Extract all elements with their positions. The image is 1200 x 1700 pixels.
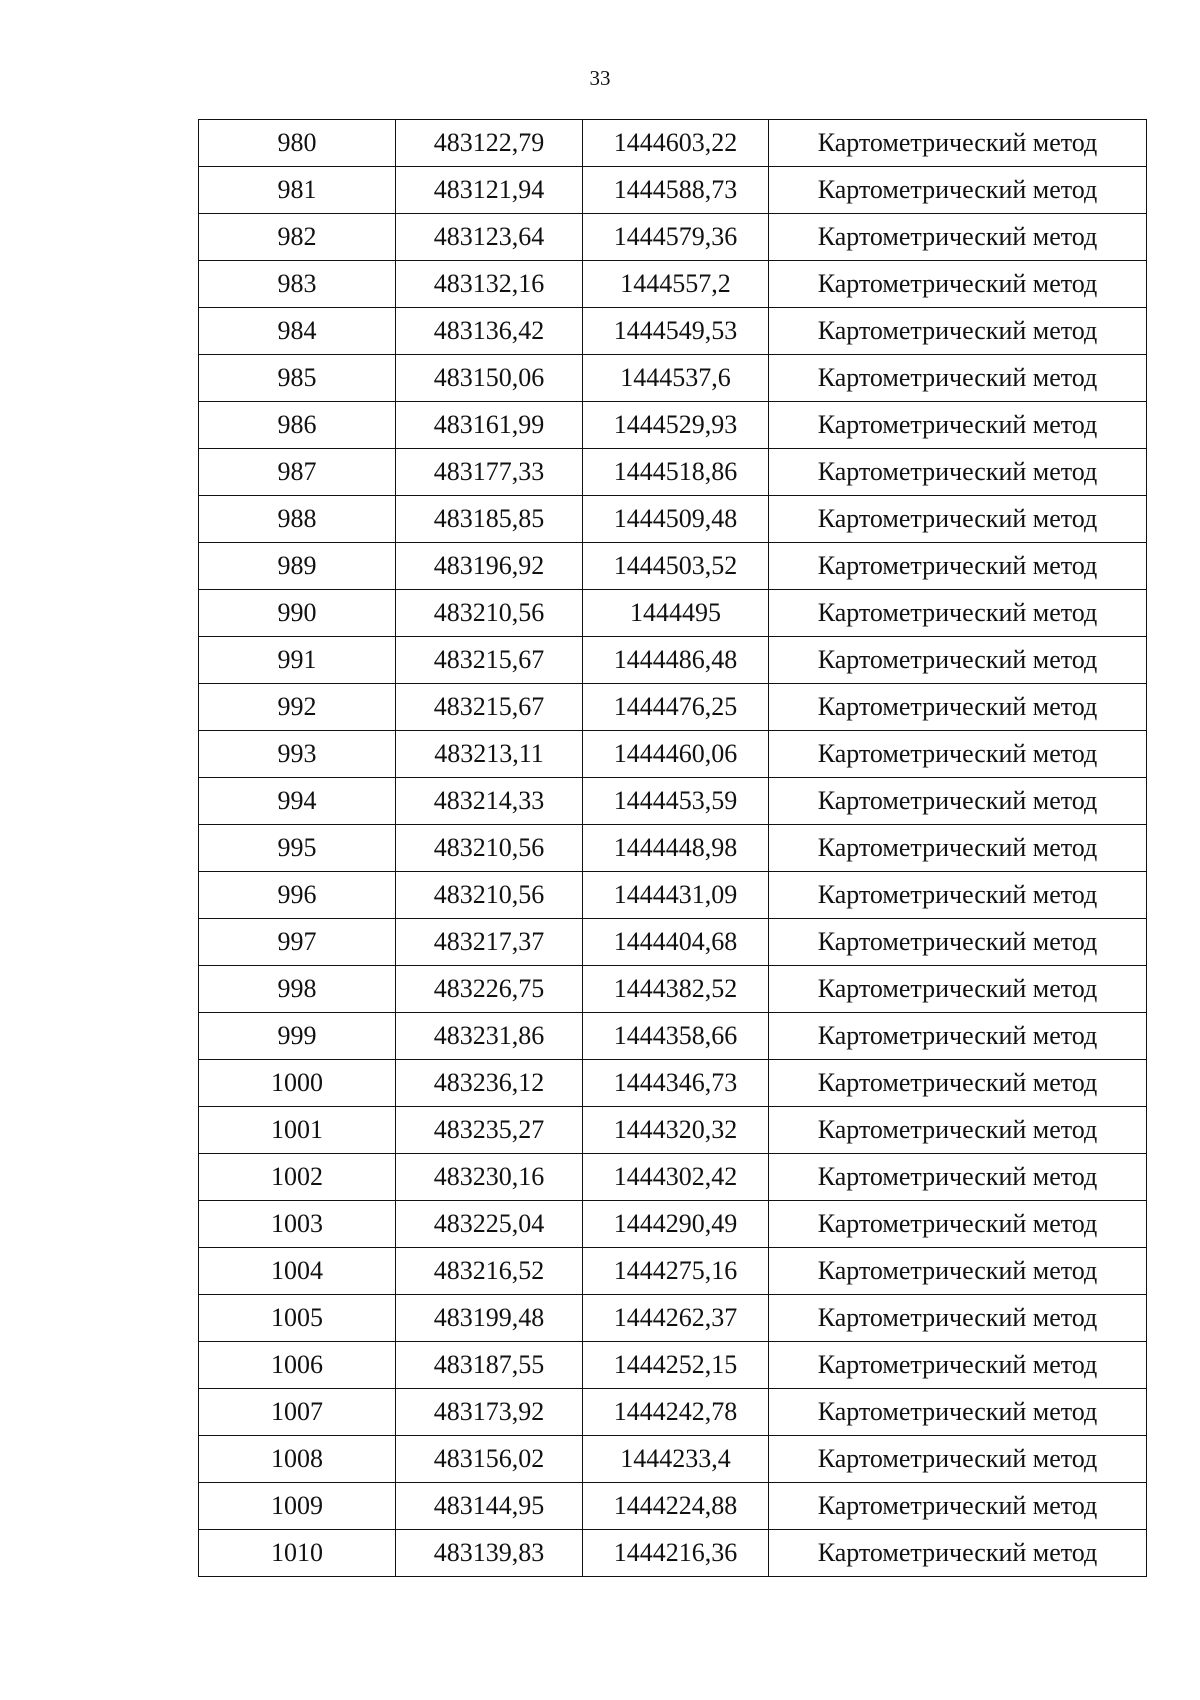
table-row	[199, 1060, 1147, 1107]
x-coordinate-cell: 483185,85	[396, 496, 583, 543]
y-coordinate-cell: 1444382,52	[583, 966, 769, 1013]
method-cell: Картометрический метод	[769, 1013, 1147, 1060]
table-row	[199, 731, 1147, 778]
table-row	[199, 590, 1147, 637]
table-row	[199, 825, 1147, 872]
x-coordinate-cell: 483213,11	[396, 731, 583, 778]
x-coordinate-cell: 483132,16	[396, 261, 583, 308]
table-row	[199, 1013, 1147, 1060]
x-coordinate-cell: 483217,37	[396, 919, 583, 966]
y-coordinate-cell: 1444431,09	[583, 872, 769, 919]
y-coordinate-cell: 1444495	[583, 590, 769, 637]
y-coordinate-cell: 1444453,59	[583, 778, 769, 825]
x-coordinate-cell: 483210,56	[396, 872, 583, 919]
x-coordinate-cell: 483123,64	[396, 214, 583, 261]
y-coordinate-cell: 1444320,32	[583, 1107, 769, 1154]
y-coordinate-cell: 1444275,16	[583, 1248, 769, 1295]
point-number-cell: 983	[199, 261, 396, 308]
x-coordinate-cell: 483226,75	[396, 966, 583, 1013]
point-number-cell: 992	[199, 684, 396, 731]
point-number-cell: 1010	[199, 1530, 396, 1577]
method-cell: Картометрический метод	[769, 1483, 1147, 1530]
y-coordinate-cell: 1444224,88	[583, 1483, 769, 1530]
x-coordinate-cell: 483122,79	[396, 120, 583, 167]
method-cell: Картометрический метод	[769, 1107, 1147, 1154]
y-coordinate-cell: 1444448,98	[583, 825, 769, 872]
x-coordinate-cell: 483156,02	[396, 1436, 583, 1483]
method-cell: Картометрический метод	[769, 1201, 1147, 1248]
x-coordinate-cell: 483136,42	[396, 308, 583, 355]
method-cell: Картометрический метод	[769, 1295, 1147, 1342]
point-number-cell: 998	[199, 966, 396, 1013]
y-coordinate-cell: 1444358,66	[583, 1013, 769, 1060]
y-coordinate-cell: 1444603,22	[583, 120, 769, 167]
x-coordinate-cell: 483150,06	[396, 355, 583, 402]
table-row	[199, 120, 1147, 167]
method-cell: Картометрический метод	[769, 355, 1147, 402]
method-cell: Картометрический метод	[769, 825, 1147, 872]
x-coordinate-cell: 483215,67	[396, 637, 583, 684]
table-row	[199, 1201, 1147, 1248]
point-number-cell: 995	[199, 825, 396, 872]
table-row	[199, 214, 1147, 261]
point-number-cell: 1001	[199, 1107, 396, 1154]
table-row	[199, 355, 1147, 402]
x-coordinate-cell: 483144,95	[396, 1483, 583, 1530]
method-cell: Картометрический метод	[769, 308, 1147, 355]
method-cell: Картометрический метод	[769, 261, 1147, 308]
point-number-cell: 1009	[199, 1483, 396, 1530]
y-coordinate-cell: 1444557,2	[583, 261, 769, 308]
point-number-cell: 982	[199, 214, 396, 261]
table-row	[199, 1436, 1147, 1483]
x-coordinate-cell: 483230,16	[396, 1154, 583, 1201]
method-cell: Картометрический метод	[769, 778, 1147, 825]
y-coordinate-cell: 1444509,48	[583, 496, 769, 543]
table-row	[199, 308, 1147, 355]
y-coordinate-cell: 1444242,78	[583, 1389, 769, 1436]
table-row	[199, 1248, 1147, 1295]
point-number-cell: 996	[199, 872, 396, 919]
y-coordinate-cell: 1444579,36	[583, 214, 769, 261]
x-coordinate-cell: 483177,33	[396, 449, 583, 496]
y-coordinate-cell: 1444252,15	[583, 1342, 769, 1389]
x-coordinate-cell: 483216,52	[396, 1248, 583, 1295]
x-coordinate-cell: 483196,92	[396, 543, 583, 590]
method-cell: Картометрический метод	[769, 590, 1147, 637]
point-number-cell: 999	[199, 1013, 396, 1060]
y-coordinate-cell: 1444537,6	[583, 355, 769, 402]
method-cell: Картометрический метод	[769, 449, 1147, 496]
table-row	[199, 1483, 1147, 1530]
table-row	[199, 1295, 1147, 1342]
table-row	[199, 872, 1147, 919]
method-cell: Картометрический метод	[769, 543, 1147, 590]
method-cell: Картометрический метод	[769, 1436, 1147, 1483]
coordinates-table	[198, 119, 1147, 1577]
table-row	[199, 1530, 1147, 1577]
y-coordinate-cell: 1444588,73	[583, 167, 769, 214]
table-row	[199, 449, 1147, 496]
y-coordinate-cell: 1444486,48	[583, 637, 769, 684]
y-coordinate-cell: 1444262,37	[583, 1295, 769, 1342]
table-row	[199, 261, 1147, 308]
x-coordinate-cell: 483214,33	[396, 778, 583, 825]
method-cell: Картометрический метод	[769, 684, 1147, 731]
y-coordinate-cell: 1444503,52	[583, 543, 769, 590]
method-cell: Картометрический метод	[769, 1342, 1147, 1389]
method-cell: Картометрический метод	[769, 637, 1147, 684]
point-number-cell: 984	[199, 308, 396, 355]
method-cell: Картометрический метод	[769, 1154, 1147, 1201]
point-number-cell: 986	[199, 402, 396, 449]
table-row	[199, 1154, 1147, 1201]
table-row	[199, 1389, 1147, 1436]
point-number-cell: 1004	[199, 1248, 396, 1295]
table-row	[199, 167, 1147, 214]
point-number-cell: 980	[199, 120, 396, 167]
method-cell: Картометрический метод	[769, 966, 1147, 1013]
x-coordinate-cell: 483235,27	[396, 1107, 583, 1154]
point-number-cell: 981	[199, 167, 396, 214]
x-coordinate-cell: 483173,92	[396, 1389, 583, 1436]
table-row	[199, 966, 1147, 1013]
x-coordinate-cell: 483210,56	[396, 590, 583, 637]
point-number-cell: 997	[199, 919, 396, 966]
x-coordinate-cell: 483225,04	[396, 1201, 583, 1248]
y-coordinate-cell: 1444233,4	[583, 1436, 769, 1483]
table-row	[199, 402, 1147, 449]
x-coordinate-cell: 483199,48	[396, 1295, 583, 1342]
point-number-cell: 1002	[199, 1154, 396, 1201]
point-number-cell: 1007	[199, 1389, 396, 1436]
point-number-cell: 1008	[199, 1436, 396, 1483]
method-cell: Картометрический метод	[769, 496, 1147, 543]
method-cell: Картометрический метод	[769, 872, 1147, 919]
method-cell: Картометрический метод	[769, 120, 1147, 167]
x-coordinate-cell: 483236,12	[396, 1060, 583, 1107]
table-row	[199, 496, 1147, 543]
point-number-cell: 994	[199, 778, 396, 825]
page-number: 33	[589, 66, 611, 90]
table-row	[199, 778, 1147, 825]
point-number-cell: 1003	[199, 1201, 396, 1248]
method-cell: Картометрический метод	[769, 167, 1147, 214]
y-coordinate-cell: 1444460,06	[583, 731, 769, 778]
y-coordinate-cell: 1444518,86	[583, 449, 769, 496]
method-cell: Картометрический метод	[769, 1248, 1147, 1295]
y-coordinate-cell: 1444404,68	[583, 919, 769, 966]
point-number-cell: 991	[199, 637, 396, 684]
point-number-cell: 1000	[199, 1060, 396, 1107]
method-cell: Картометрический метод	[769, 214, 1147, 261]
method-cell: Картометрический метод	[769, 1060, 1147, 1107]
point-number-cell: 993	[199, 731, 396, 778]
y-coordinate-cell: 1444302,42	[583, 1154, 769, 1201]
point-number-cell: 989	[199, 543, 396, 590]
method-cell: Картометрический метод	[769, 731, 1147, 778]
method-cell: Картометрический метод	[769, 1530, 1147, 1577]
point-number-cell: 1006	[199, 1342, 396, 1389]
coordinates-table-body	[199, 120, 1147, 1577]
method-cell: Картометрический метод	[769, 402, 1147, 449]
table-row	[199, 919, 1147, 966]
y-coordinate-cell: 1444216,36	[583, 1530, 769, 1577]
table-row	[199, 637, 1147, 684]
point-number-cell: 990	[199, 590, 396, 637]
x-coordinate-cell: 483187,55	[396, 1342, 583, 1389]
y-coordinate-cell: 1444549,53	[583, 308, 769, 355]
table-row	[199, 684, 1147, 731]
point-number-cell: 988	[199, 496, 396, 543]
y-coordinate-cell: 1444529,93	[583, 402, 769, 449]
point-number-cell: 985	[199, 355, 396, 402]
x-coordinate-cell: 483231,86	[396, 1013, 583, 1060]
table-row	[199, 543, 1147, 590]
x-coordinate-cell: 483139,83	[396, 1530, 583, 1577]
point-number-cell: 1005	[199, 1295, 396, 1342]
x-coordinate-cell: 483210,56	[396, 825, 583, 872]
x-coordinate-cell: 483161,99	[396, 402, 583, 449]
method-cell: Картометрический метод	[769, 919, 1147, 966]
x-coordinate-cell: 483215,67	[396, 684, 583, 731]
y-coordinate-cell: 1444346,73	[583, 1060, 769, 1107]
y-coordinate-cell: 1444476,25	[583, 684, 769, 731]
y-coordinate-cell: 1444290,49	[583, 1201, 769, 1248]
x-coordinate-cell: 483121,94	[396, 167, 583, 214]
table-row	[199, 1107, 1147, 1154]
method-cell: Картометрический метод	[769, 1389, 1147, 1436]
point-number-cell: 987	[199, 449, 396, 496]
table-row	[199, 1342, 1147, 1389]
